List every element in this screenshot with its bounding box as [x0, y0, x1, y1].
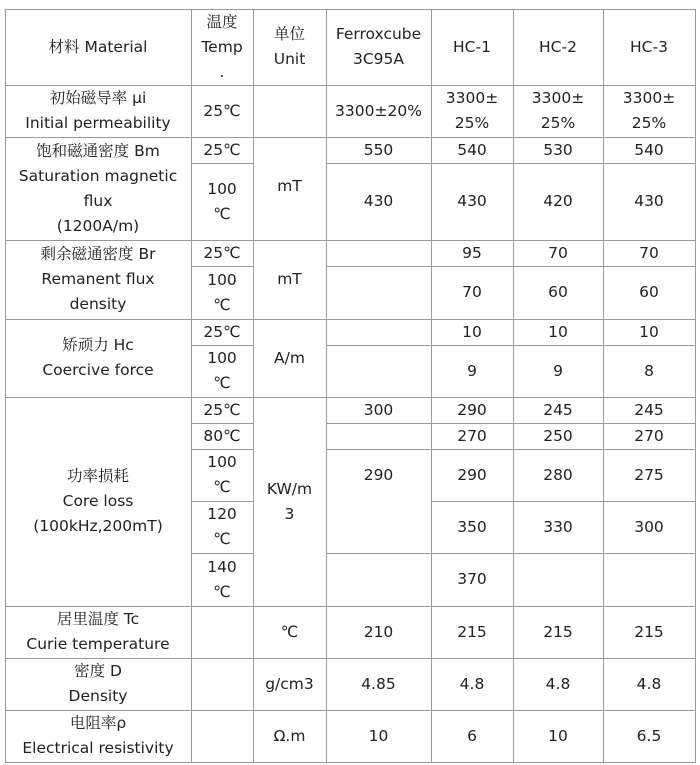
- value-cell: 70: [462, 283, 482, 301]
- value-cell: 10: [462, 322, 482, 341]
- value-cell: 10: [548, 322, 568, 341]
- grid-line: [5, 9, 695, 10]
- grid-line: [191, 423, 253, 424]
- material-resistivity: 电阻率ρ Electrical resistivity: [22, 714, 174, 757]
- header-hc3: HC-3: [630, 37, 668, 56]
- material-coercive-force: 矫顽力 Hc Coercive force: [42, 336, 154, 379]
- value-cell: 280: [543, 465, 573, 484]
- grid-line: [191, 345, 253, 346]
- value-cell: 6.5: [636, 726, 662, 745]
- grid-line: [5, 9, 6, 763]
- value-cell: 290: [457, 465, 487, 484]
- value-cell: 330: [543, 517, 573, 536]
- value-cell: 4.8: [636, 674, 662, 693]
- grid-line: [191, 9, 192, 763]
- grid-line: [5, 710, 695, 711]
- grid-line: [5, 606, 695, 607]
- temp-cell: 25℃: [203, 400, 241, 419]
- grid-line: [326, 9, 327, 763]
- grid-line: [326, 345, 695, 346]
- value-cell: 3300± 25%: [622, 89, 676, 132]
- value-cell: 3300± 25%: [531, 89, 585, 132]
- grid-line: [191, 266, 253, 267]
- temp-cell: 120 ℃: [207, 505, 237, 548]
- value-cell: 530: [543, 140, 573, 159]
- unit-cell: Ω.m: [273, 726, 306, 745]
- material-curie-temperature: 居里温度 Tc Curie temperature: [26, 610, 170, 653]
- material-core-loss: 功率损耗 Core loss (100kHz,200mT): [33, 467, 163, 535]
- grid-line: [326, 163, 695, 164]
- value-cell: 3300±20%: [335, 101, 422, 120]
- value-cell: 290: [363, 465, 394, 484]
- grid-line: [191, 163, 253, 164]
- unit-cell: ℃: [280, 622, 299, 641]
- grid-line: [5, 240, 695, 241]
- value-cell: 245: [634, 400, 664, 419]
- grid-line: [326, 423, 695, 424]
- unit-cell: mT: [277, 270, 302, 288]
- value-cell: 9: [467, 361, 477, 380]
- grid-line: [191, 449, 253, 450]
- header-temp: 温度 Temp .: [201, 12, 243, 81]
- value-cell: 270: [457, 426, 487, 445]
- value-cell: 270: [634, 426, 664, 445]
- grid-line: [431, 501, 695, 502]
- value-cell: 3300± 25%: [445, 89, 499, 132]
- value-cell: 550: [363, 140, 394, 159]
- value-cell: 9: [553, 361, 563, 380]
- value-cell: 215: [457, 622, 487, 641]
- grid-line: [5, 762, 695, 763]
- value-cell: 540: [457, 140, 487, 159]
- temp-cell: 25℃: [203, 322, 241, 341]
- value-cell: 60: [639, 283, 659, 301]
- temp-cell: 100 ℃: [207, 453, 237, 496]
- value-cell: 6: [467, 726, 477, 745]
- grid-line: [5, 319, 695, 320]
- value-cell: 10: [639, 322, 659, 341]
- value-cell: 350: [457, 517, 487, 536]
- value-cell: 60: [548, 283, 568, 301]
- header-material: 材料 Material: [48, 37, 148, 56]
- value-cell: 300: [363, 400, 394, 419]
- temp-cell: 100 ℃: [207, 349, 237, 392]
- value-cell: 210: [363, 622, 394, 641]
- value-cell: 70: [639, 243, 659, 262]
- temp-cell: 140 ℃: [207, 557, 237, 601]
- value-cell: 4.8: [545, 674, 571, 693]
- value-cell: 540: [634, 140, 664, 159]
- unit-cell: KW/m 3: [266, 479, 313, 523]
- grid-line: [603, 9, 604, 763]
- header-hc1: HC-1: [453, 37, 491, 56]
- unit-cell: mT: [277, 177, 302, 195]
- unit-cell: A/m: [274, 348, 305, 367]
- grid-line: [191, 553, 253, 554]
- value-cell: 430: [634, 192, 664, 210]
- grid-line: [431, 9, 432, 763]
- grid-line: [326, 266, 695, 267]
- grid-line: [253, 9, 254, 763]
- material-density: 密度 D Density: [68, 662, 128, 705]
- value-cell: 420: [543, 192, 573, 210]
- value-cell: 300: [634, 517, 664, 536]
- grid-line: [513, 9, 514, 763]
- temp-cell: 25℃: [203, 101, 241, 120]
- value-cell: 250: [543, 426, 573, 445]
- value-cell: 430: [363, 192, 394, 210]
- temp-cell: 25℃: [203, 140, 241, 159]
- value-cell: 215: [543, 622, 573, 641]
- value-cell: 8: [644, 361, 654, 380]
- value-cell: 4.85: [361, 674, 396, 693]
- material-saturation-flux: 饱和磁通密度 Bm Saturation magnetic flux (1200A/m): [18, 141, 178, 235]
- header-ferroxcube: Ferroxcube 3C95A: [335, 25, 422, 68]
- value-cell: 95: [462, 243, 482, 262]
- value-cell: 4.8: [459, 674, 485, 693]
- grid-line: [5, 137, 695, 138]
- material-remanent-flux: 剩余磁通密度 Br Remanent flux density: [40, 245, 156, 313]
- value-cell: 290: [457, 400, 487, 419]
- value-cell: 370: [457, 570, 487, 588]
- value-cell: 245: [543, 400, 573, 419]
- value-cell: 70: [548, 243, 568, 262]
- grid-line: [326, 449, 695, 450]
- temp-cell: 100 ℃: [207, 270, 237, 314]
- value-cell: 215: [634, 622, 664, 641]
- unit-cell: g/cm3: [265, 674, 314, 693]
- value-cell: 430: [457, 192, 487, 210]
- value-cell: 275: [634, 465, 664, 484]
- grid-line: [191, 501, 253, 502]
- header-unit: 单位 Unit: [273, 25, 306, 68]
- value-cell: 10: [548, 726, 568, 745]
- grid-line: [695, 9, 696, 763]
- temp-cell: 100 ℃: [207, 179, 237, 223]
- grid-line: [326, 553, 695, 554]
- value-cell: 10: [368, 726, 389, 745]
- grid-line: [5, 85, 695, 86]
- temp-cell: 25℃: [203, 243, 241, 262]
- grid-line: [5, 658, 695, 659]
- material-initial-permeability: 初始磁导率 μi Initial permeability: [25, 89, 171, 132]
- header-hc2: HC-2: [539, 37, 577, 56]
- temp-cell: 80℃: [203, 426, 241, 445]
- grid-line: [5, 397, 695, 398]
